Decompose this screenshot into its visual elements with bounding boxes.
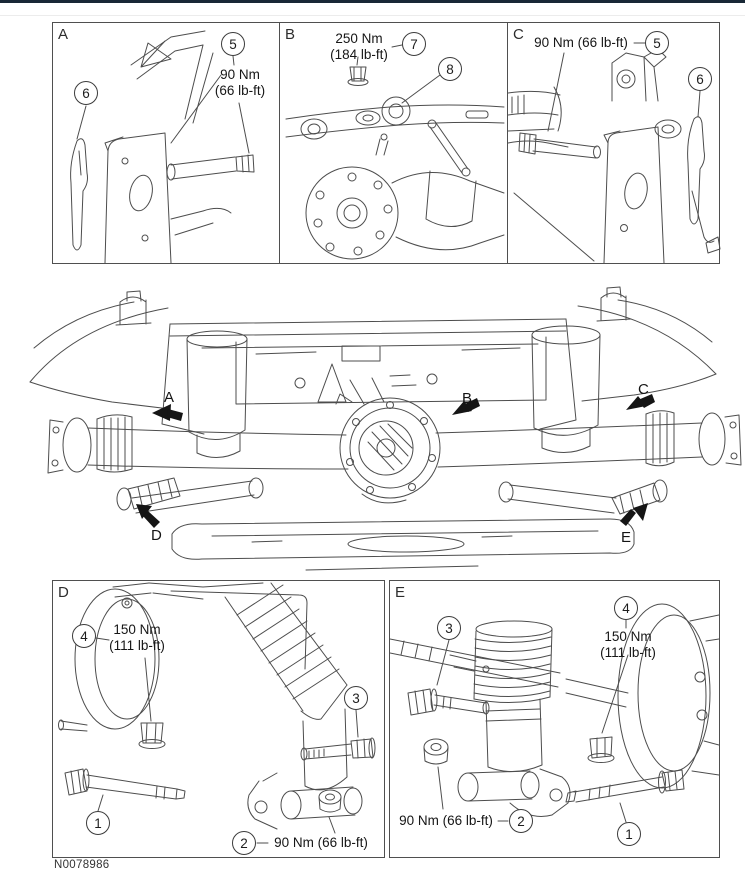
- axle-overview-illustration: [0, 282, 745, 578]
- overview-label-a: A: [164, 389, 175, 406]
- torque-label: [269, 835, 373, 851]
- panel-c-letter: C: [513, 26, 524, 43]
- panel-c-illustration: [508, 23, 721, 263]
- callout-1: 1: [617, 822, 641, 846]
- overview-label-c: C: [638, 381, 649, 398]
- panel-e-letter: E: [395, 584, 406, 601]
- torque-line: 90 Nm: [220, 67, 260, 82]
- torque-line: 150 Nm: [113, 622, 161, 637]
- panel-c: [507, 23, 721, 263]
- page-top-bar: [0, 0, 745, 3]
- callout-2: 2: [232, 831, 256, 855]
- torque-label: [101, 622, 173, 654]
- callout-5: 5: [221, 32, 245, 56]
- panel-b: [279, 23, 507, 263]
- torque-label: [317, 31, 401, 63]
- torque-label: [592, 629, 664, 661]
- callout-3: 3: [437, 616, 461, 640]
- callout-1: 1: [86, 811, 110, 835]
- torque-line: 250 Nm: [335, 31, 383, 46]
- overview-label-d: D: [151, 527, 162, 544]
- torque-line: (111 lb-ft): [600, 645, 656, 660]
- panel-b-letter: B: [285, 26, 296, 43]
- panel-a-illustration: [53, 23, 279, 263]
- torque-line: 90 Nm (66 lb-ft): [399, 813, 493, 828]
- torque-label: [394, 813, 498, 829]
- panel-e: [389, 580, 720, 858]
- torque-line: 150 Nm: [604, 629, 652, 644]
- panel-d: [52, 580, 385, 858]
- arrow-a-icon: [152, 404, 183, 421]
- torque-line: (111 lb-ft): [109, 638, 165, 653]
- callout-6: 6: [688, 67, 712, 91]
- torque-line: (66 lb-ft): [214, 83, 266, 98]
- arrow-d-icon: [136, 504, 160, 528]
- header-hairline: [0, 15, 745, 16]
- callout-8: 8: [438, 57, 462, 81]
- callout-6: 6: [74, 81, 98, 105]
- callout-5: 5: [645, 31, 669, 55]
- overview-label-e: E: [621, 529, 632, 546]
- torque-label: [528, 35, 634, 51]
- torque-line: 90 Nm (66 lb-ft): [534, 35, 628, 50]
- callout-3: 3: [344, 686, 368, 710]
- detail-panels-top-box: [52, 22, 720, 264]
- figure-id: N0078986: [54, 859, 110, 871]
- panel-a-letter: A: [58, 26, 69, 43]
- arrow-e-icon: [620, 503, 648, 526]
- callout-2: 2: [509, 809, 533, 833]
- panel-a: [53, 23, 279, 263]
- callout-4: 4: [614, 596, 638, 620]
- torque-line: 90 Nm (66 lb-ft): [274, 835, 368, 850]
- callout-7: 7: [402, 32, 426, 56]
- callout-4: 4: [72, 624, 96, 648]
- torque-line: (184 lb-ft): [330, 47, 388, 62]
- panel-d-letter: D: [58, 584, 69, 601]
- overview-label-b: B: [462, 390, 473, 407]
- torque-label: [203, 67, 277, 99]
